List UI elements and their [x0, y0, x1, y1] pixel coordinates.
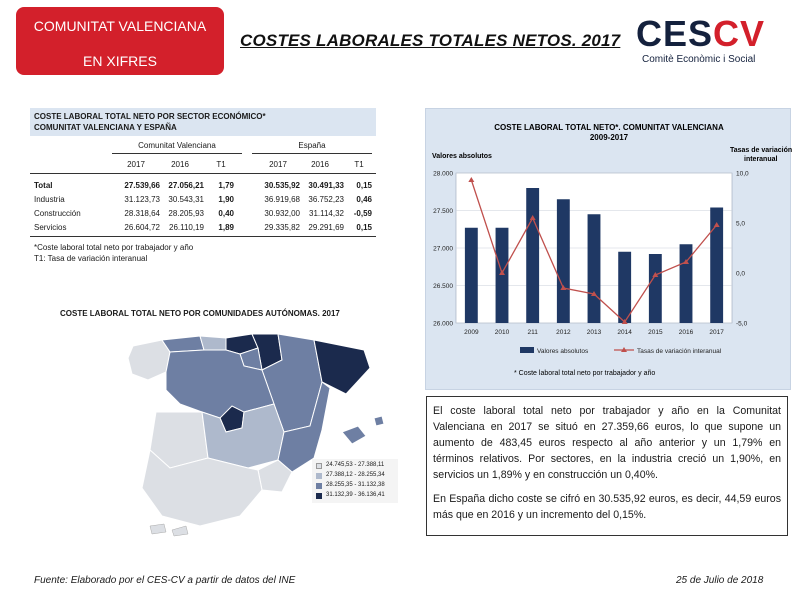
bar — [588, 214, 601, 323]
legend-swatch — [316, 473, 322, 479]
x-tick-label: 2014 — [617, 329, 632, 336]
summary-paragraph-1: El coste laboral total neto por trabajador y año en la Comunitat Valenciana en 2017 se situó en 27.359,66 euros, lo que supone un aumento de 483,45 euros respecto al año anterior y un 1,79% en términos relativos. Por sectores, en la industria creció un 1,90%, en servicios un 1,89% y en construcción un 0,40%. — [433, 405, 781, 481]
plot-area — [433, 171, 749, 337]
table-note1: *Coste laboral total neto por trabajador y año — [34, 243, 194, 252]
sector-table — [30, 108, 376, 268]
left-tick-label: 27.500 — [433, 208, 453, 215]
table-note2: T1: Tasa de variación interanual — [34, 254, 148, 263]
col-cv-2017: 2017 — [127, 160, 145, 169]
chart-footnote: * Coste laboral total neto por trabajador y año — [514, 370, 656, 377]
cell: 1,79 — [218, 181, 234, 190]
right-axis-label: Tasas de variación interanual — [730, 147, 792, 163]
spain-map — [30, 320, 410, 542]
cell: 0,40 — [218, 209, 234, 218]
logo — [636, 14, 786, 66]
group-es: España — [298, 141, 326, 150]
x-tick-label: 2013 — [586, 329, 602, 336]
legend-label: Valores absolutos — [537, 348, 589, 355]
cell: -0,59 — [353, 209, 372, 218]
right-tick-label: -5,0 — [736, 320, 748, 328]
left-tick-label: 26.000 — [433, 320, 453, 328]
table-title1: COSTE LABORAL TOTAL NETO POR SECTOR ECONÓMICO* — [34, 112, 266, 121]
cell: 29.335,82 — [264, 223, 300, 232]
bar — [649, 254, 662, 323]
x-tick-label: 2017 — [709, 329, 724, 336]
x-tick-label: 2009 — [464, 329, 479, 336]
left-tick-label: 26.500 — [433, 283, 453, 290]
badge-line2: EN XIFRES — [83, 53, 157, 69]
map-title: COSTE LABORAL TOTAL NETO POR COMUNIDADES AUTÓNOMAS. 2017 — [60, 309, 340, 318]
table-row — [34, 223, 374, 235]
col-es-t1: T1 — [354, 160, 364, 169]
chart-panel — [425, 108, 791, 390]
chart-legend — [520, 347, 722, 355]
x-tick-label: 2016 — [678, 329, 694, 336]
right-tick-label: 10,0 — [736, 170, 749, 178]
cell: 30.932,00 — [264, 209, 300, 218]
cell: 28.205,93 — [168, 209, 204, 218]
cell: 27.539,66 — [124, 181, 160, 190]
cell: 0,15 — [356, 181, 372, 190]
page-title: COSTES LABORALES TOTALES NETOS. 2017 — [240, 31, 621, 50]
chart-subtitle: 2009-2017 — [589, 133, 629, 142]
legend-label: 24.745,53 - 27.388,11 — [326, 462, 385, 468]
table-row — [34, 195, 374, 207]
legend-label: 27.388,12 - 28.255,34 — [326, 472, 385, 478]
region-badge — [16, 7, 224, 75]
cell: 0,46 — [356, 195, 372, 204]
bar — [618, 252, 631, 323]
x-tick-label: 2015 — [648, 329, 663, 336]
logo-cv: CV — [713, 13, 766, 54]
cell: 1,89 — [218, 223, 234, 232]
legend-label: Tasas de variación interanual — [637, 348, 722, 355]
cell: 36.752,23 — [308, 195, 344, 204]
table-header — [30, 108, 376, 136]
cell: 29.291,69 — [308, 223, 344, 232]
region-canarias — [150, 524, 188, 536]
chart-title: COSTE LABORAL TOTAL NETO*. COMUNITAT VALENCIANA — [494, 123, 724, 132]
combo-chart — [426, 109, 792, 391]
x-tick-label: 2012 — [556, 329, 571, 336]
footer-rule — [30, 236, 376, 237]
logo-letters — [636, 14, 765, 54]
left-axis-label: Valores absolutos — [432, 153, 492, 160]
table-row — [34, 181, 374, 193]
legend-label: 28.255,35 - 31.132,38 — [326, 482, 385, 488]
group-cv-rule — [112, 153, 242, 154]
bar — [557, 199, 570, 323]
cell: 30.543,31 — [168, 195, 204, 204]
summary-textbox — [426, 396, 788, 536]
cell: 31.123,73 — [124, 195, 160, 204]
row-sector: Total — [34, 181, 53, 190]
right-tick-label: 0,0 — [736, 270, 746, 278]
cell: 0,15 — [356, 223, 372, 232]
region-cantabria — [200, 336, 226, 350]
region-asturias — [162, 336, 204, 352]
badge-line1: COMUNITAT VALENCIANA — [33, 18, 207, 34]
map-legend — [312, 459, 398, 503]
region-baleares — [342, 416, 384, 444]
cell: 30.535,92 — [264, 181, 300, 190]
legend-swatch-bars — [520, 347, 534, 353]
bar — [496, 228, 509, 323]
header-rule — [30, 173, 376, 174]
cell: 31.114,32 — [309, 209, 344, 218]
row-sector: Servicios — [34, 223, 67, 232]
logo-subtitle: Comitè Econòmic i Social — [642, 54, 756, 65]
row-sector: Construcción — [34, 209, 81, 218]
table-title2: COMUNITAT VALENCIANA Y ESPAÑA — [34, 123, 177, 132]
legend-swatch — [316, 493, 322, 499]
col-es-2017: 2017 — [269, 160, 287, 169]
publication-date: 25 de Julio de 2018 — [676, 575, 764, 586]
cell: 26.110,19 — [169, 223, 204, 232]
logo-ces: CES — [636, 13, 714, 54]
group-es-rule — [252, 153, 372, 154]
legend-label: 31.132,39 - 36.136,41 — [326, 492, 385, 498]
row-sector: Industria — [34, 195, 65, 204]
legend-swatch — [316, 483, 322, 489]
cell: 1,90 — [218, 195, 234, 204]
region-galicia — [128, 340, 170, 380]
source-note: Fuente: Elaborado por el CES-CV a partir de datos del INE — [34, 575, 296, 586]
bar — [465, 228, 478, 323]
x-tick-label: 2010 — [494, 329, 510, 336]
bar — [526, 188, 539, 323]
left-tick-label: 27.000 — [433, 245, 453, 253]
legend-swatch — [316, 463, 322, 469]
col-cv-t1: T1 — [216, 160, 226, 169]
right-tick-label: 5,0 — [736, 220, 746, 228]
cell: 27.056,21 — [168, 181, 204, 190]
cell: 36.919,68 — [264, 195, 300, 204]
group-cv: Comunitat Valenciana — [138, 141, 216, 150]
table-row — [34, 209, 374, 221]
cell: 26.604,72 — [124, 223, 160, 232]
summary-paragraph-2: En España dicho coste se cifró en 30.535,92 euros, es decir, 44,59 euros más que en 2016 y un incremento del 0,15%. — [433, 493, 781, 521]
col-cv-2016: 2016 — [171, 160, 189, 169]
left-tick-label: 28.000 — [433, 170, 453, 178]
cell: 28.318,64 — [124, 209, 160, 218]
x-tick-label: 211 — [527, 329, 538, 336]
col-es-2016: 2016 — [311, 160, 329, 169]
cell: 30.491,33 — [308, 181, 344, 190]
